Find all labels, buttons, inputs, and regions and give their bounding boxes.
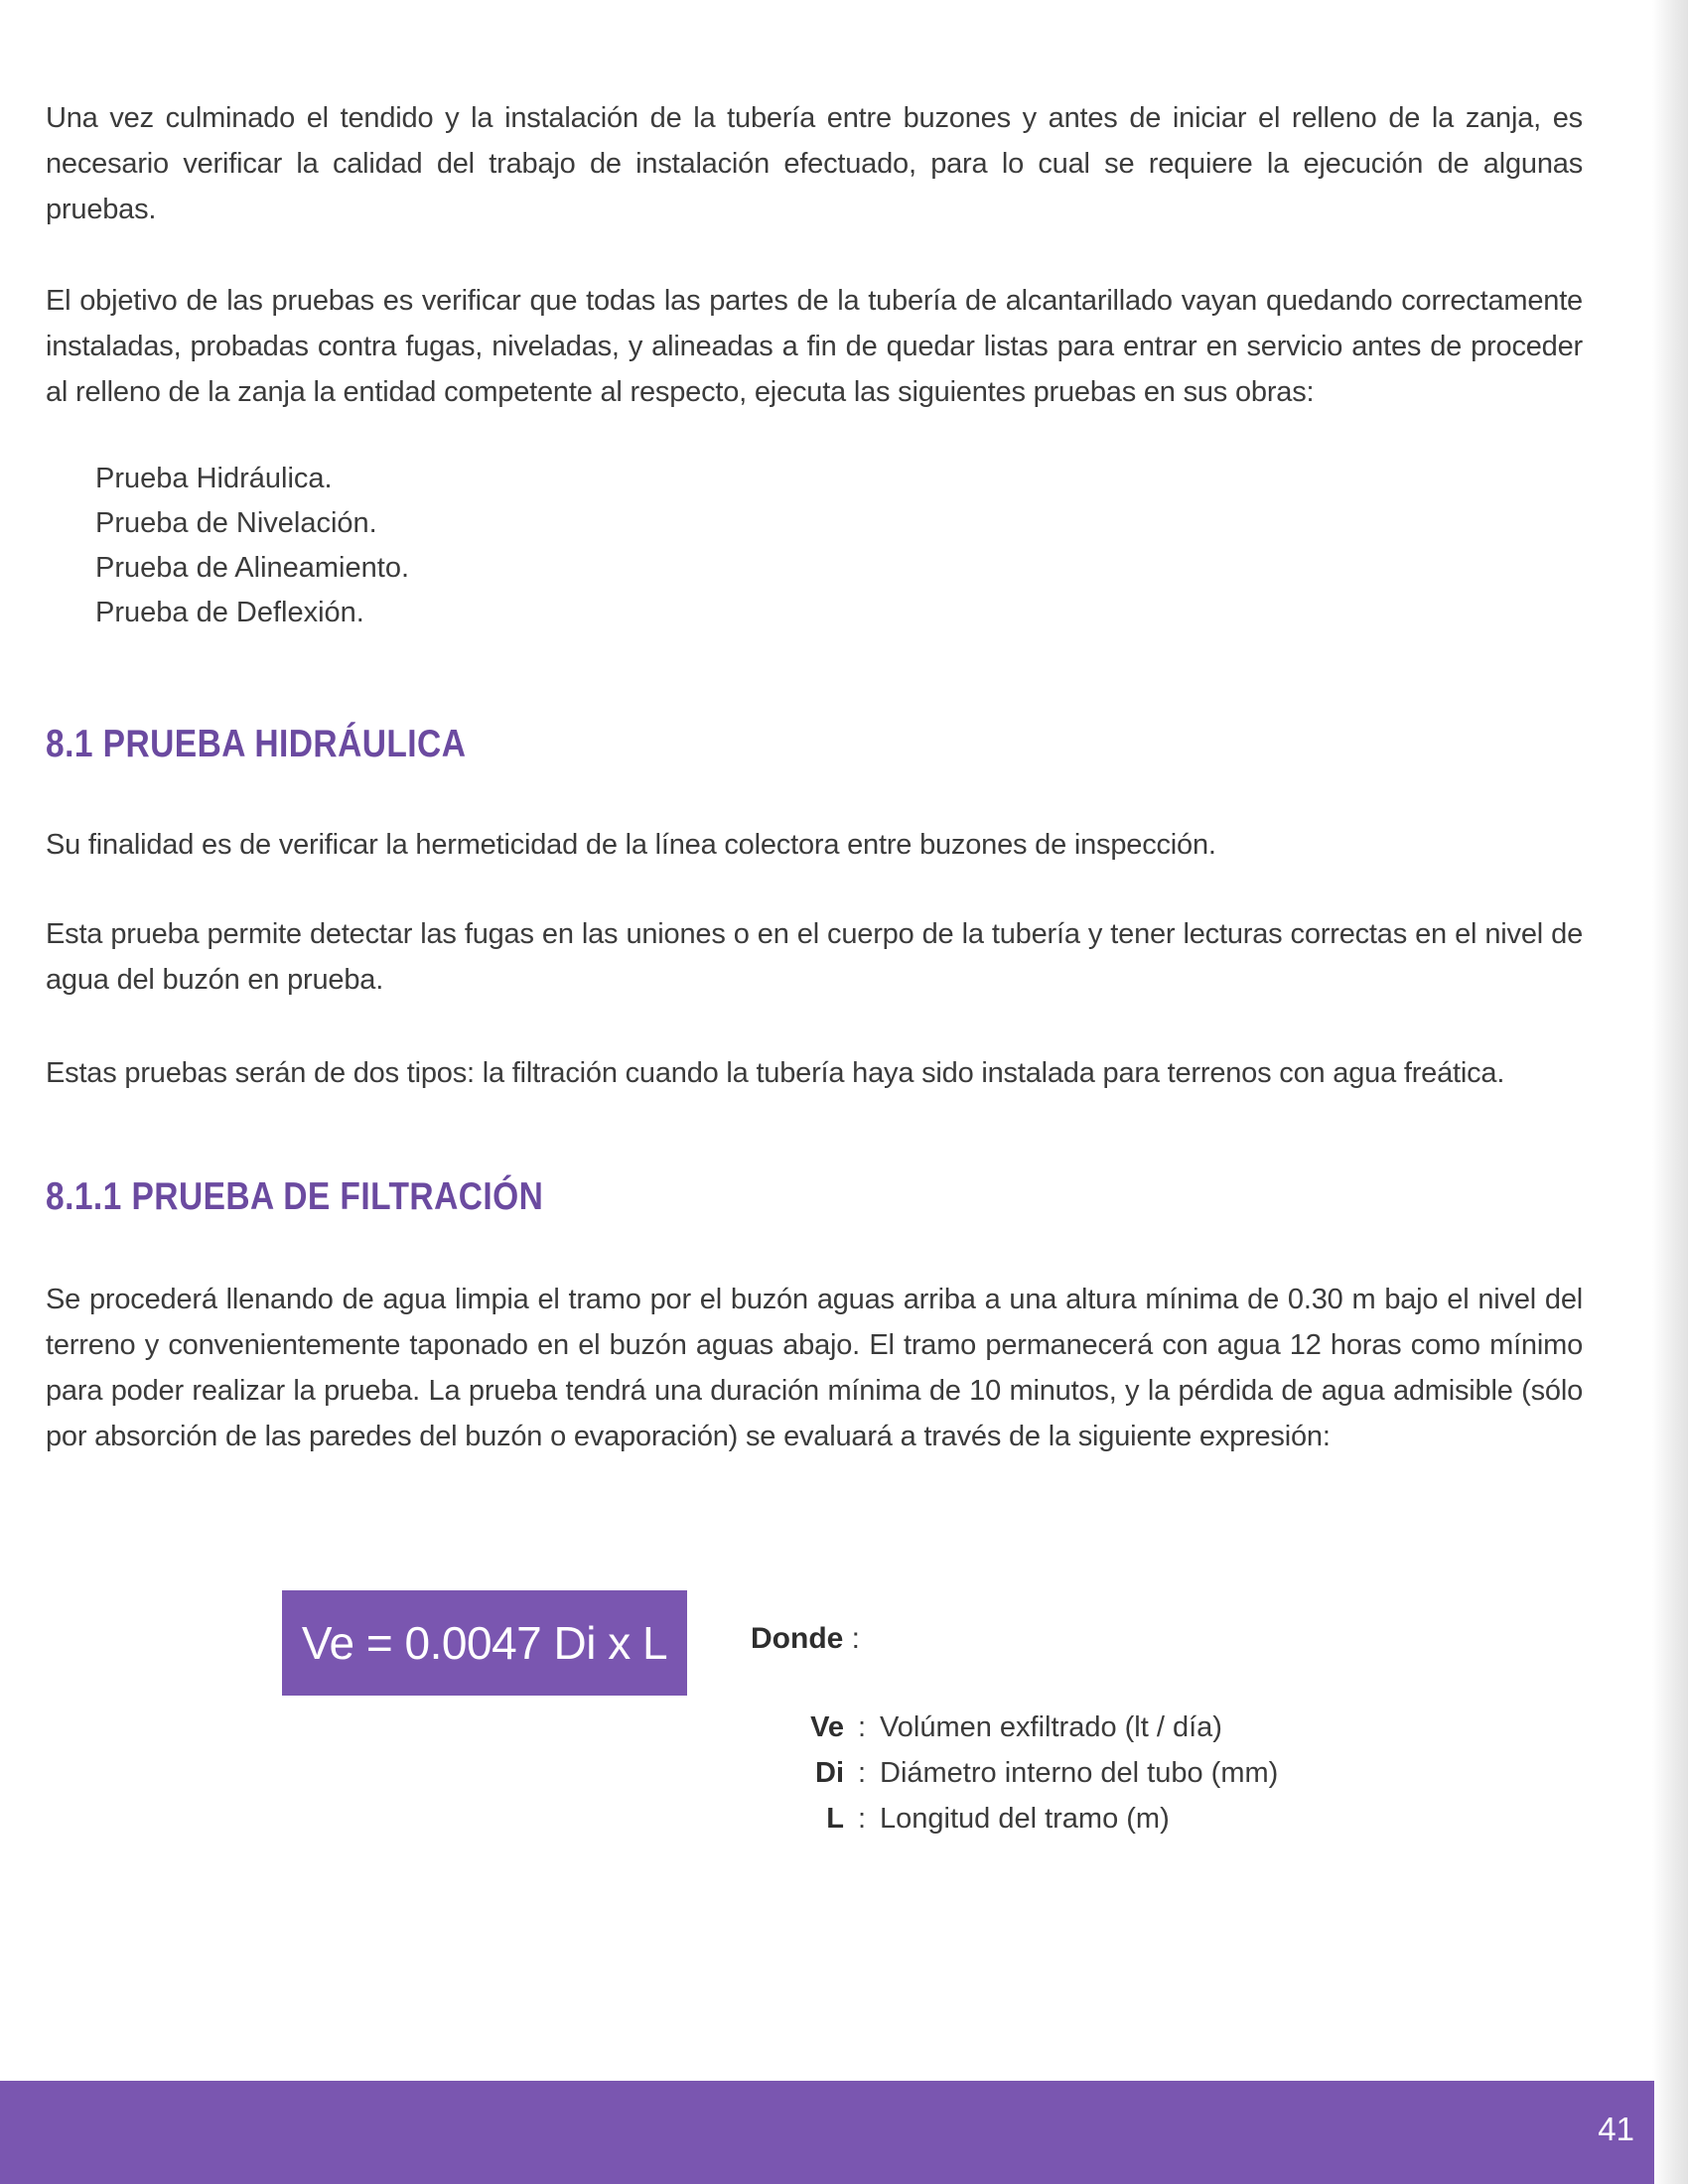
section-8-1-paragraph-3: Estas pruebas serán de dos tipos: la filtración cuando la tubería haya sido instalada para terrenos con agua freática. [46, 1057, 1505, 1089]
section-8-1-paragraph-1: Su finalidad es de verificar la hermeticidad de la línea colectora entre buzones de inspección. [46, 829, 1216, 861]
intro-paragraph-2: El objetivo de las pruebas es verificar que todas las partes de la tubería de alcantarillado vayan quedando correctamente instaladas, probadas contra fugas, niveladas, y alineadas a fin de quedar listas para entrar en servicio antes de proceder al relleno de la zanja la entidad competente al respecto, ejecuta las siguientes pruebas en sus obras: [46, 285, 1583, 408]
definition-row [794, 1803, 1278, 1848]
donde-word: Donde [751, 1622, 844, 1655]
list-item: Prueba Hidráulica. [95, 463, 333, 494]
definition-row [794, 1711, 1278, 1757]
donde-label [751, 1622, 860, 1656]
footer-band [0, 2081, 1654, 2184]
definition-row [794, 1757, 1278, 1803]
section-heading-8-1-1: 8.1.1 PRUEBA DE FILTRACIÓN [46, 1175, 544, 1218]
formula-box: Ve = 0.0047 Di x L [282, 1590, 687, 1696]
definition-symbol: L [826, 1803, 844, 1835]
tests-list [95, 457, 409, 635]
page-edge-shadow [1652, 0, 1688, 2184]
formula-definitions [794, 1711, 1278, 1848]
intro-paragraph-1: Una vez culminado el tendido y la instalación de la tubería entre buzones y antes de iniciar el relleno de la zanja, es necesario verificar la calidad del trabajo de instalación efectuado, para lo cual se requiere la ejecución de algunas pruebas. [46, 102, 1583, 225]
definition-text: Volúmen exfiltrado (lt / día) [880, 1711, 1222, 1743]
definition-colon: : [857, 1803, 867, 1835]
donde-colon: : [851, 1622, 861, 1655]
definition-symbol: Di [815, 1757, 844, 1789]
list-item: Prueba de Nivelación. [95, 507, 377, 539]
list-item: Prueba de Deflexión. [95, 597, 364, 628]
definition-symbol: Ve [810, 1711, 844, 1743]
section-8-1-1-paragraph-1: Se procederá llenando de agua limpia el tramo por el buzón aguas arriba a una altura mínima de 0.30 m bajo el nivel del terreno y convenientemente taponado en el buzón aguas abajo. El tramo permanecerá con agua 12 horas como mínimo para poder realizar la prueba. La prueba tendrá una duración mínima de 10 minutos, y la pérdida de agua admisible (sólo por absorción de las paredes del buzón o evaporación) se evaluará a través de la siguiente expresión: [46, 1284, 1583, 1452]
definition-colon: : [857, 1711, 867, 1743]
page-number: 41 [1598, 2111, 1634, 2147]
definition-text: Longitud del tramo (m) [880, 1803, 1170, 1835]
definition-colon: : [857, 1757, 867, 1789]
list-item: Prueba de Alineamiento. [95, 552, 409, 584]
section-8-1-paragraph-2: Esta prueba permite detectar las fugas en las uniones o en el cuerpo de la tubería y tener lecturas correctas en el nivel de agua del buzón en prueba. [46, 918, 1583, 996]
definition-text: Diámetro interno del tubo (mm) [880, 1757, 1279, 1789]
section-heading-8-1: 8.1 PRUEBA HIDRÁULICA [46, 723, 467, 765]
